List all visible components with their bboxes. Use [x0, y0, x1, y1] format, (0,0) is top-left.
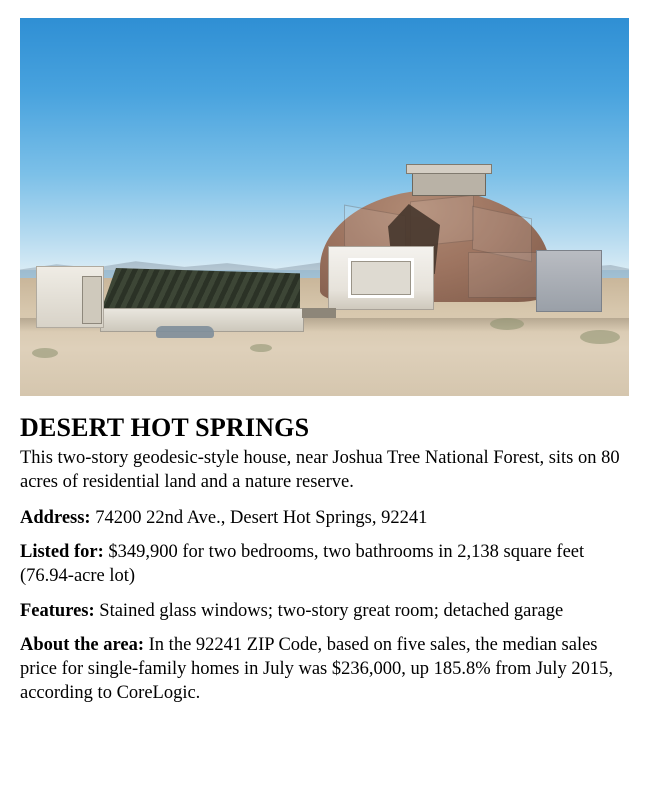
field-listed-for-value: $349,900 for two bedrooms, two bathrooms in 2,138 square feet (76.94-acre lot) — [20, 542, 585, 586]
dome-facet — [468, 252, 538, 298]
desert-shrub — [490, 318, 524, 330]
solar-panel-roof — [100, 268, 300, 313]
field-features-label: Features: — [20, 600, 95, 621]
field-address-value: 74200 22nd Ave., Desert Hot Springs, 92241 — [90, 507, 428, 528]
page-title: DESERT HOT SPRINGS — [20, 413, 310, 442]
outbuilding-door — [82, 276, 102, 324]
field-address — [20, 507, 629, 531]
utility-pipe — [302, 308, 336, 318]
field-about-the-area — [20, 634, 629, 705]
field-listed-for-label: Listed for: — [20, 542, 104, 563]
desert-shrub — [32, 348, 58, 358]
field-about-the-area-value: In the 92241 ZIP Code, based on five sales, the median sales price for single-family homes in July was $236,000, up 185.8% from July 2015, according to CoreLogic. — [20, 635, 613, 703]
desert-shrub — [250, 344, 272, 352]
right-wing-wall — [536, 250, 602, 312]
desert-shrub — [580, 330, 620, 344]
parked-vehicle — [156, 326, 214, 338]
field-listed-for — [20, 541, 629, 588]
picture-window — [348, 258, 414, 298]
field-about-the-area-label: About the area: — [20, 635, 145, 656]
field-address-label: Address: — [20, 507, 91, 528]
cupola-cap — [406, 164, 492, 174]
intro-paragraph: This two-story geodesic-style house, near Joshua Tree National Forest, sits on 80 acres of residential land and a nature reserve. — [20, 448, 620, 492]
field-features — [20, 600, 629, 624]
property-photo — [20, 18, 629, 396]
field-features-value: Stained glass windows; two-story great room; detached garage — [94, 600, 564, 621]
